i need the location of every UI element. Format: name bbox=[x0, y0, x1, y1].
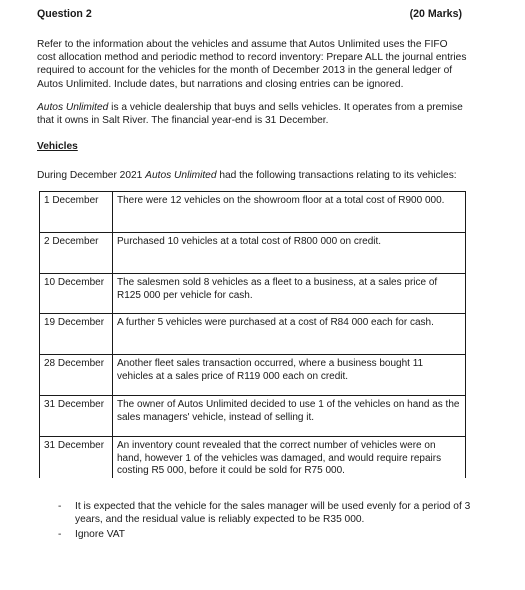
dash-bullet: - bbox=[58, 501, 62, 512]
transaction-date: 28 December bbox=[40, 355, 113, 396]
dash-bullet: - bbox=[58, 529, 62, 541]
vehicles-intro-before: During December 2021 bbox=[37, 170, 146, 181]
transaction-date: 19 December bbox=[40, 314, 113, 355]
company-description-text: is a vehicle dealership that buys and sells vehicles. It operates from a premise that it owns in Salt River. The financial year-end is 31 December. bbox=[37, 102, 463, 127]
transaction-description: There were 12 vehicles on the showroom floor at a total cost of R900 000. bbox=[113, 192, 466, 233]
table-row bbox=[40, 192, 466, 233]
vehicles-intro-after: had the following transactions relating to its vehicles: bbox=[216, 170, 457, 181]
table-row bbox=[40, 355, 466, 396]
vehicles-intro bbox=[37, 169, 477, 182]
transaction-description: A further 5 vehicles were purchased at a cost of R84 000 each for cash. bbox=[113, 314, 466, 355]
company-name: Autos Unlimited bbox=[37, 102, 109, 113]
question-header bbox=[37, 8, 462, 24]
question-title: Question 2 bbox=[37, 8, 92, 20]
company-description-paragraph bbox=[37, 101, 467, 127]
transaction-description: Purchased 10 vehicles at a total cost of R800 000 on credit. bbox=[113, 233, 466, 274]
table-row bbox=[40, 314, 466, 355]
transaction-description: Another fleet sales transaction occurred, where a business bought 11 vehicles at a sales price of R119 000 each on credit. bbox=[113, 355, 466, 396]
transaction-description: An inventory count revealed that the correct number of vehicles were on hand, however 1 of the vehicles was damaged, and would require repairs costing R5 000, before it could be sold for R75 000. bbox=[113, 437, 466, 478]
transaction-description: The owner of Autos Unlimited decided to use 1 of the vehicles on hand as the sales managers' vehicle, instead of selling it. bbox=[113, 396, 466, 437]
instructions-paragraph: Refer to the information about the vehicles and assume that Autos Unlimited uses the FIFO cost allocation method and periodic method to record inventory: Prepare ALL the journal entries required to account for the vehicles for the month of December 2013 in the general ledger of Autos Unlimited. Include dates, but narrations and closing entries can be ignored. bbox=[37, 39, 467, 90]
note-text: Ignore VAT bbox=[75, 529, 126, 541]
notes-list bbox=[58, 500, 478, 544]
list-item bbox=[58, 528, 478, 541]
list-item bbox=[58, 500, 478, 526]
transaction-date: 2 December bbox=[40, 233, 113, 274]
question-marks: (20 Marks) bbox=[409, 8, 462, 20]
table-row bbox=[40, 396, 466, 437]
transaction-description: The salesmen sold 8 vehicles as a fleet to a business, at a sales price of R125 000 per vehicle for cash. bbox=[113, 274, 466, 314]
vehicles-intro-company: Autos Unlimited bbox=[145, 170, 217, 181]
note-text: It is expected that the vehicle for the sales manager will be used evenly for a period of 3 years, and the residual value is reliably expected to be R35 000. bbox=[75, 501, 471, 526]
transaction-date: 31 December bbox=[40, 396, 113, 437]
vehicles-heading: Vehicles bbox=[37, 141, 78, 152]
transaction-date: 10 December bbox=[40, 274, 113, 314]
transaction-date: 1 December bbox=[40, 192, 113, 233]
table-row bbox=[40, 233, 466, 274]
transaction-date: 31 December bbox=[40, 437, 113, 478]
transactions-table bbox=[39, 191, 466, 478]
table-row bbox=[40, 274, 466, 314]
table-row bbox=[40, 437, 466, 478]
